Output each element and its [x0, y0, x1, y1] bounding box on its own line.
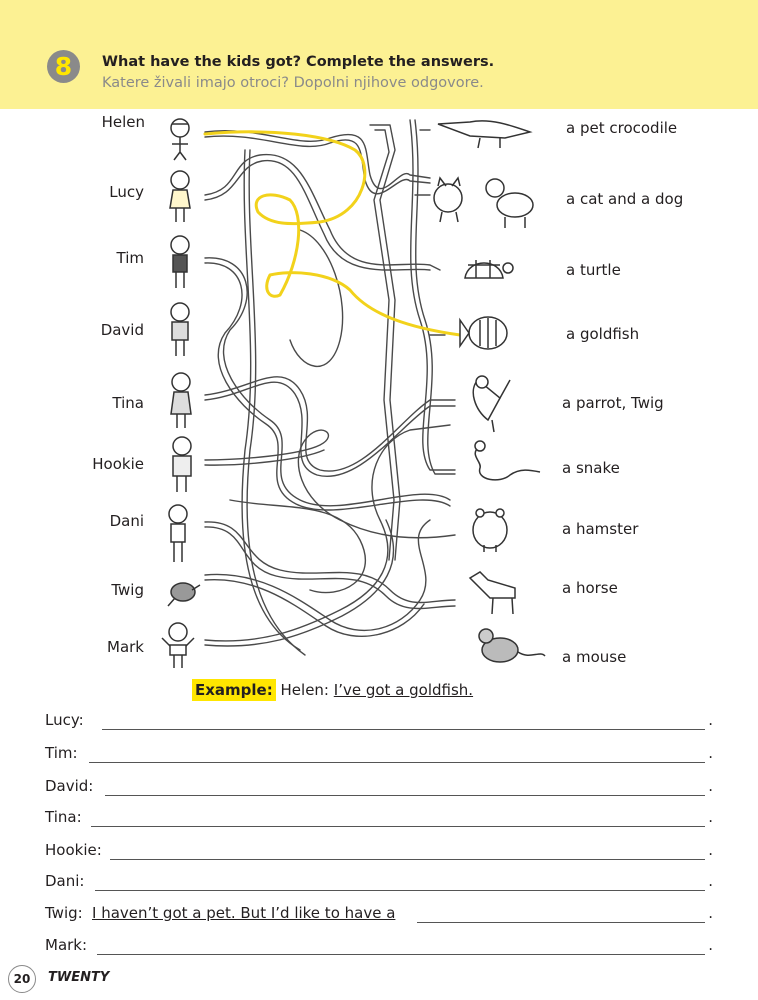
- answer-prefill: I haven’t got a pet. But I’d like to have a: [92, 904, 396, 922]
- exercise-subtitle: Katere živali imajo otroci? Dopolni njihove odgovore.: [102, 75, 484, 91]
- answer-blank-line[interactable]: [417, 922, 705, 923]
- answer-label: Hookie:: [45, 841, 102, 859]
- cat-picture: [434, 178, 462, 222]
- kid-name: Tim: [116, 249, 144, 267]
- answer-period: .: [708, 808, 713, 826]
- answer-row-lucy: [45, 710, 713, 732]
- kid-name: Mark: [107, 638, 144, 656]
- kid-name: David: [100, 321, 144, 339]
- answer-blank-line[interactable]: [102, 729, 705, 730]
- answer-blank-line[interactable]: [110, 859, 705, 860]
- snake-picture: [475, 441, 540, 480]
- pet-label: a goldfish: [566, 325, 640, 343]
- kid-figure-dani: [169, 505, 187, 562]
- page-number: 20: [8, 965, 36, 993]
- answer-period: .: [708, 936, 713, 954]
- answer-period: .: [708, 872, 713, 890]
- pet-label: a mouse: [562, 648, 627, 666]
- exercise-number-badge: 8: [47, 50, 80, 83]
- dog-picture: [486, 179, 533, 228]
- answer-blank-line[interactable]: [105, 795, 705, 796]
- answer-period: .: [708, 777, 713, 795]
- answer-label: Dani:: [45, 872, 85, 890]
- answer-period: .: [708, 744, 713, 762]
- kid-figure-david: [171, 303, 189, 356]
- pet-label: a pet crocodile: [566, 119, 678, 137]
- pet-label: a turtle: [566, 261, 621, 279]
- kid-name: Dani: [109, 512, 144, 530]
- answer-row-twig: [45, 903, 713, 925]
- parrot-picture: [473, 376, 510, 432]
- answer-row-dani: [45, 871, 713, 893]
- example-sentence: [192, 681, 473, 699]
- kid-figure-tim: [171, 236, 189, 288]
- kid-name: Twig: [111, 581, 144, 599]
- answer-row-mark: [45, 935, 713, 957]
- exercise-title: What have the kids got? Complete the answers.: [102, 54, 495, 70]
- answer-row-tim: [45, 743, 713, 765]
- mouse-picture: [479, 629, 545, 662]
- answer-label: Lucy:: [45, 711, 84, 729]
- answer-period: .: [708, 711, 713, 729]
- kid-name: Tina: [112, 394, 144, 412]
- turtle-picture: [465, 260, 513, 278]
- horse-picture: [470, 572, 515, 614]
- answer-row-tina: [45, 807, 713, 829]
- answer-label: David:: [45, 777, 94, 795]
- example-label: Example:: [192, 679, 276, 701]
- answer-period: .: [708, 904, 713, 922]
- page-number-word: TWENTY: [48, 970, 110, 985]
- crocodile-picture: [438, 121, 530, 148]
- answer-label: Twig:: [45, 904, 83, 922]
- kid-name: Helen: [101, 113, 145, 131]
- answer-row-david: [45, 776, 713, 798]
- pet-label: a hamster: [562, 520, 639, 538]
- kid-figure-lucy: [170, 171, 190, 222]
- answer-blank-line[interactable]: [95, 890, 705, 891]
- answer-label: Mark:: [45, 936, 88, 954]
- kid-name: Lucy: [109, 183, 144, 201]
- kid-name: Hookie: [92, 455, 144, 473]
- example-answer: I’ve got a goldfish.: [333, 681, 474, 699]
- kid-figure-twig: [168, 583, 200, 606]
- answer-label: Tina:: [45, 808, 82, 826]
- answer-blank-line[interactable]: [97, 954, 705, 955]
- answer-blank-line[interactable]: [89, 762, 705, 763]
- example-speaker: Helen:: [280, 681, 329, 699]
- answer-blank-line[interactable]: [91, 826, 705, 827]
- goldfish-picture: [460, 317, 507, 349]
- pet-label: a horse: [562, 579, 618, 597]
- pet-label: a parrot, Twig: [562, 394, 664, 412]
- kid-figure-mark: [162, 623, 194, 668]
- kid-figure-helen: [171, 119, 189, 160]
- kid-figure-hookie: [173, 437, 191, 492]
- answer-period: .: [708, 841, 713, 859]
- hamster-picture: [473, 509, 507, 552]
- kid-figure-tina: [171, 373, 191, 428]
- pet-label: a snake: [562, 459, 620, 477]
- pet-label: a cat and a dog: [566, 190, 684, 208]
- answer-row-hookie: [45, 840, 713, 862]
- answer-label: Tim:: [45, 744, 78, 762]
